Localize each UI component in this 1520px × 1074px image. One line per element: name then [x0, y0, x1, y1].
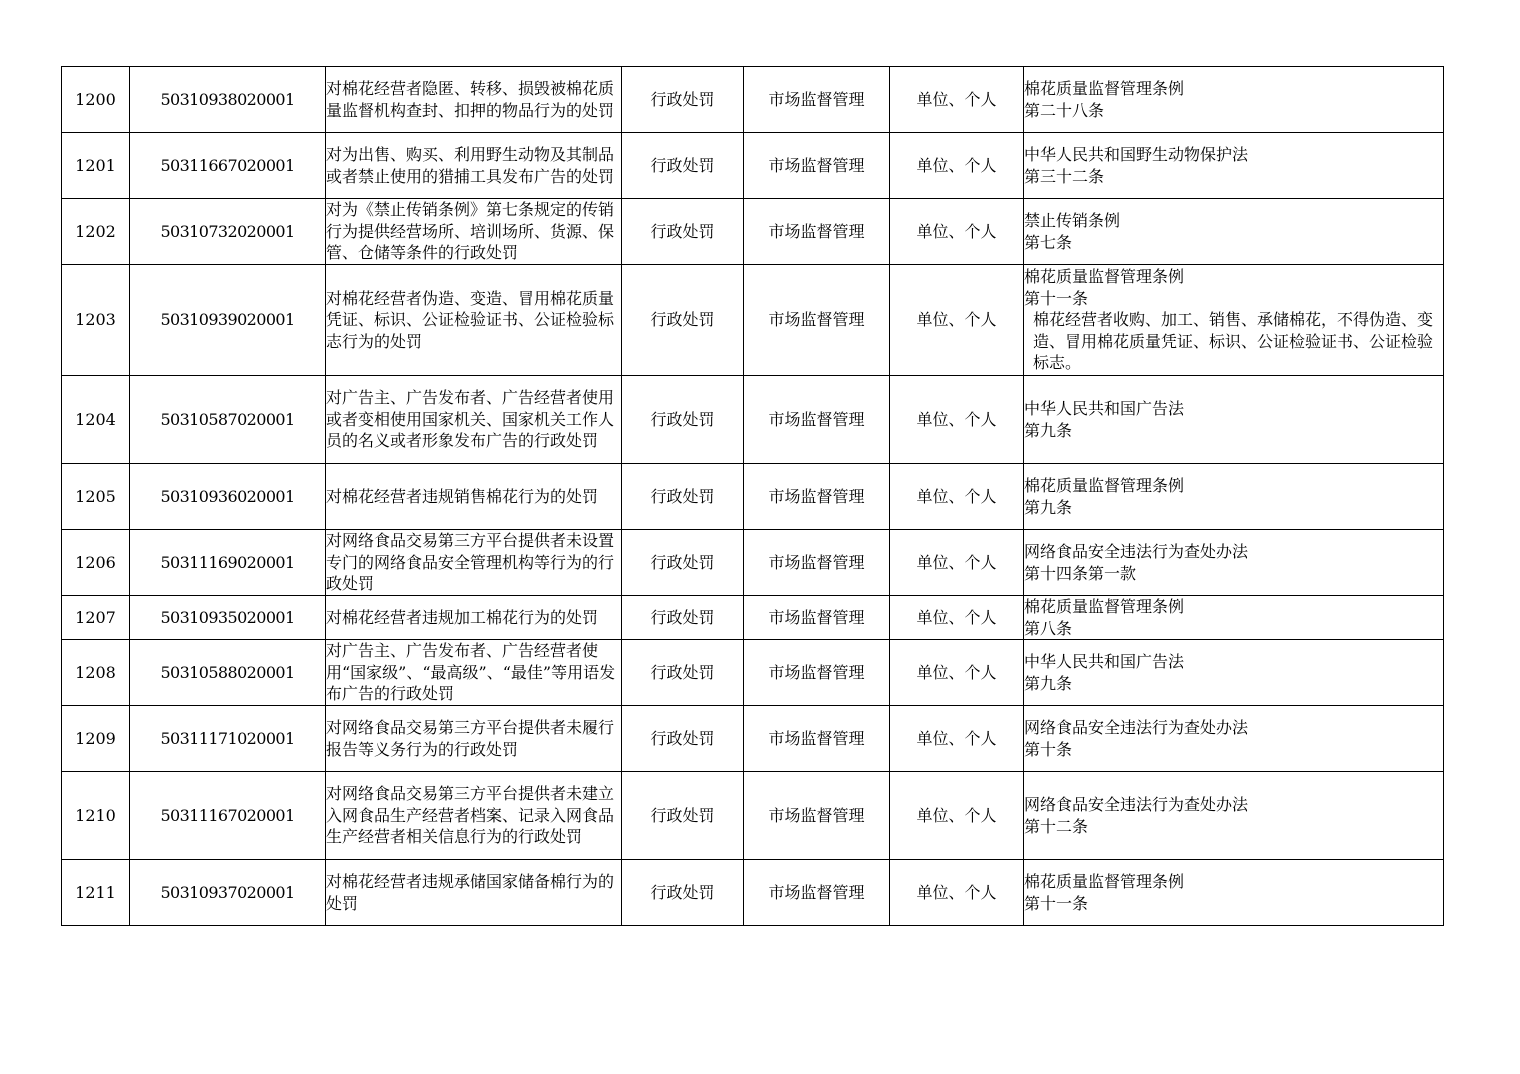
- row-number: 1203: [62, 265, 130, 376]
- row-number: 1209: [62, 706, 130, 772]
- department: 市场监督管理: [744, 265, 890, 376]
- department: 市场监督管理: [744, 640, 890, 706]
- table-row: [62, 640, 1444, 706]
- basis-law: 禁止传销条例: [1024, 211, 1121, 230]
- basis-law: 中华人民共和国广告法: [1024, 399, 1185, 418]
- power-type: 行政处罚: [622, 67, 744, 133]
- subject: 单位、个人: [890, 596, 1024, 640]
- subject: 单位、个人: [890, 530, 1024, 596]
- legal-basis: [1024, 67, 1444, 133]
- basis-law: 中华人民共和国广告法: [1024, 652, 1185, 671]
- power-type: 行政处罚: [622, 860, 744, 926]
- subject: 单位、个人: [890, 706, 1024, 772]
- legal-basis: [1024, 640, 1444, 706]
- item-name: 对棉花经营者违规销售棉花行为的处罚: [326, 464, 622, 530]
- table-row: [62, 706, 1444, 772]
- department: 市场监督管理: [744, 860, 890, 926]
- item-code: 50310588020001: [130, 640, 326, 706]
- row-number: 1202: [62, 199, 130, 265]
- item-code: 50311667020001: [130, 133, 326, 199]
- basis-article: 第九条: [1024, 420, 1073, 440]
- department: 市场监督管理: [744, 199, 890, 265]
- basis-law: 网络食品安全违法行为查处办法: [1024, 795, 1249, 814]
- item-name: 对棉花经营者违规承储国家储备棉行为的处罚: [326, 860, 622, 926]
- item-name: 对为出售、购买、利用野生动物及其制品或者禁止使用的猎捕工具发布广告的处罚: [326, 133, 622, 199]
- row-number: 1201: [62, 133, 130, 199]
- subject: 单位、个人: [890, 640, 1024, 706]
- item-code: 50311169020001: [130, 530, 326, 596]
- basis-article: 第十一条: [1024, 893, 1089, 913]
- table-row: [62, 67, 1444, 133]
- basis-law: 棉花质量监督管理条例: [1024, 267, 1185, 287]
- subject: 单位、个人: [890, 133, 1024, 199]
- basis-article: 第十一条: [1024, 288, 1089, 308]
- item-name: 对棉花经营者违规加工棉花行为的处罚: [326, 596, 622, 640]
- department: 市场监督管理: [744, 464, 890, 530]
- row-number: 1205: [62, 464, 130, 530]
- power-type: 行政处罚: [622, 464, 744, 530]
- department: 市场监督管理: [744, 596, 890, 640]
- legal-basis: [1024, 133, 1444, 199]
- subject: 单位、个人: [890, 376, 1024, 464]
- power-type: 行政处罚: [622, 199, 744, 265]
- row-number: 1210: [62, 772, 130, 860]
- item-name: 对网络食品交易第三方平台提供者未履行报告等义务行为的行政处罚: [326, 706, 622, 772]
- row-number: 1208: [62, 640, 130, 706]
- department: 市场监督管理: [744, 376, 890, 464]
- basis-article: 第十条: [1024, 739, 1073, 759]
- basis-law: 棉花质量监督管理条例: [1024, 79, 1185, 98]
- legal-basis: [1024, 199, 1444, 265]
- item-code: 50310939020001: [130, 265, 326, 376]
- power-type: 行政处罚: [622, 530, 744, 596]
- power-type: 行政处罚: [622, 133, 744, 199]
- legal-basis: [1024, 376, 1444, 464]
- item-name: 对棉花经营者隐匿、转移、损毁被棉花质量监督机构查封、扣押的物品行为的处罚: [326, 67, 622, 133]
- item-name: 对网络食品交易第三方平台提供者未设置专门的网络食品安全管理机构等行为的行政处罚: [326, 530, 622, 596]
- legal-basis: [1024, 706, 1444, 772]
- table-row: [62, 376, 1444, 464]
- basis-article: 第九条: [1024, 497, 1073, 517]
- item-name: 对广告主、广告发布者、广告经营者使用“国家级”、“最高级”、“最佳”等用语发布广告的行政处罚: [326, 640, 622, 706]
- basis-article: 第九条: [1024, 673, 1073, 693]
- table-row: [62, 860, 1444, 926]
- row-number: 1211: [62, 860, 130, 926]
- row-number: 1206: [62, 530, 130, 596]
- item-code: 50310935020001: [130, 596, 326, 640]
- basis-article: 第八条: [1024, 618, 1073, 638]
- basis-text: 棉花经营者收购、加工、销售、承储棉花，不得伪造、变造、冒用棉花质量凭证、标识、公证检验证书、公证检验标志。: [1033, 310, 1434, 373]
- legal-basis: [1024, 530, 1444, 596]
- item-name: 对网络食品交易第三方平台提供者未建立入网食品生产经营者档案、记录入网食品生产经营者相关信息行为的行政处罚: [326, 772, 622, 860]
- department: 市场监督管理: [744, 530, 890, 596]
- table-row: [62, 530, 1444, 596]
- table-row: [62, 199, 1444, 265]
- power-type: 行政处罚: [622, 596, 744, 640]
- row-number: 1204: [62, 376, 130, 464]
- basis-article: 第七条: [1024, 232, 1073, 252]
- item-code: 50311167020001: [130, 772, 326, 860]
- table-row: [62, 772, 1444, 860]
- item-code: 50310587020001: [130, 376, 326, 464]
- department: 市场监督管理: [744, 133, 890, 199]
- basis-law: 网络食品安全违法行为查处办法: [1024, 542, 1249, 561]
- power-type: 行政处罚: [622, 706, 744, 772]
- legal-basis: [1024, 860, 1444, 926]
- item-code: 50310938020001: [130, 67, 326, 133]
- item-code: 50310937020001: [130, 860, 326, 926]
- legal-basis: [1024, 596, 1444, 640]
- row-number: 1207: [62, 596, 130, 640]
- department: 市场监督管理: [744, 706, 890, 772]
- department: 市场监督管理: [744, 772, 890, 860]
- basis-law: 网络食品安全违法行为查处办法: [1024, 718, 1249, 737]
- table-row: [62, 133, 1444, 199]
- subject: 单位、个人: [890, 464, 1024, 530]
- legal-basis: [1024, 464, 1444, 530]
- subject: 单位、个人: [890, 860, 1024, 926]
- legal-basis: [1024, 265, 1444, 376]
- basis-law: 棉花质量监督管理条例: [1024, 872, 1185, 891]
- basis-article: 第十四条第一款: [1024, 563, 1137, 583]
- item-name: 对棉花经营者伪造、变造、冒用棉花质量凭证、标识、公证检验证书、公证检验标志行为的处罚: [326, 265, 622, 376]
- basis-law: 棉花质量监督管理条例: [1024, 476, 1185, 495]
- table-row: [62, 596, 1444, 640]
- subject: 单位、个人: [890, 199, 1024, 265]
- item-code: 50310936020001: [130, 464, 326, 530]
- table-row: [62, 265, 1444, 376]
- power-list-table: [61, 66, 1444, 926]
- basis-law: 中华人民共和国野生动物保护法: [1024, 145, 1249, 164]
- legal-basis: [1024, 772, 1444, 860]
- basis-law: 棉花质量监督管理条例: [1024, 597, 1185, 616]
- subject: 单位、个人: [890, 772, 1024, 860]
- subject: 单位、个人: [890, 67, 1024, 133]
- item-name: 对广告主、广告发布者、广告经营者使用或者变相使用国家机关、国家机关工作人员的名义或者形象发布广告的行政处罚: [326, 376, 622, 464]
- basis-article: 第二十八条: [1024, 100, 1105, 120]
- table-row: [62, 464, 1444, 530]
- power-type: 行政处罚: [622, 772, 744, 860]
- power-type: 行政处罚: [622, 376, 744, 464]
- department: 市场监督管理: [744, 67, 890, 133]
- basis-article: 第十二条: [1024, 816, 1089, 836]
- subject: 单位、个人: [890, 265, 1024, 376]
- power-type: 行政处罚: [622, 265, 744, 376]
- row-number: 1200: [62, 67, 130, 133]
- item-code: 50310732020001: [130, 199, 326, 265]
- item-code: 50311171020001: [130, 706, 326, 772]
- power-type: 行政处罚: [622, 640, 744, 706]
- item-name: 对为《禁止传销条例》第七条规定的传销行为提供经营场所、培训场所、货源、保管、仓储等条件的行政处罚: [326, 199, 622, 265]
- basis-article: 第三十二条: [1024, 166, 1105, 186]
